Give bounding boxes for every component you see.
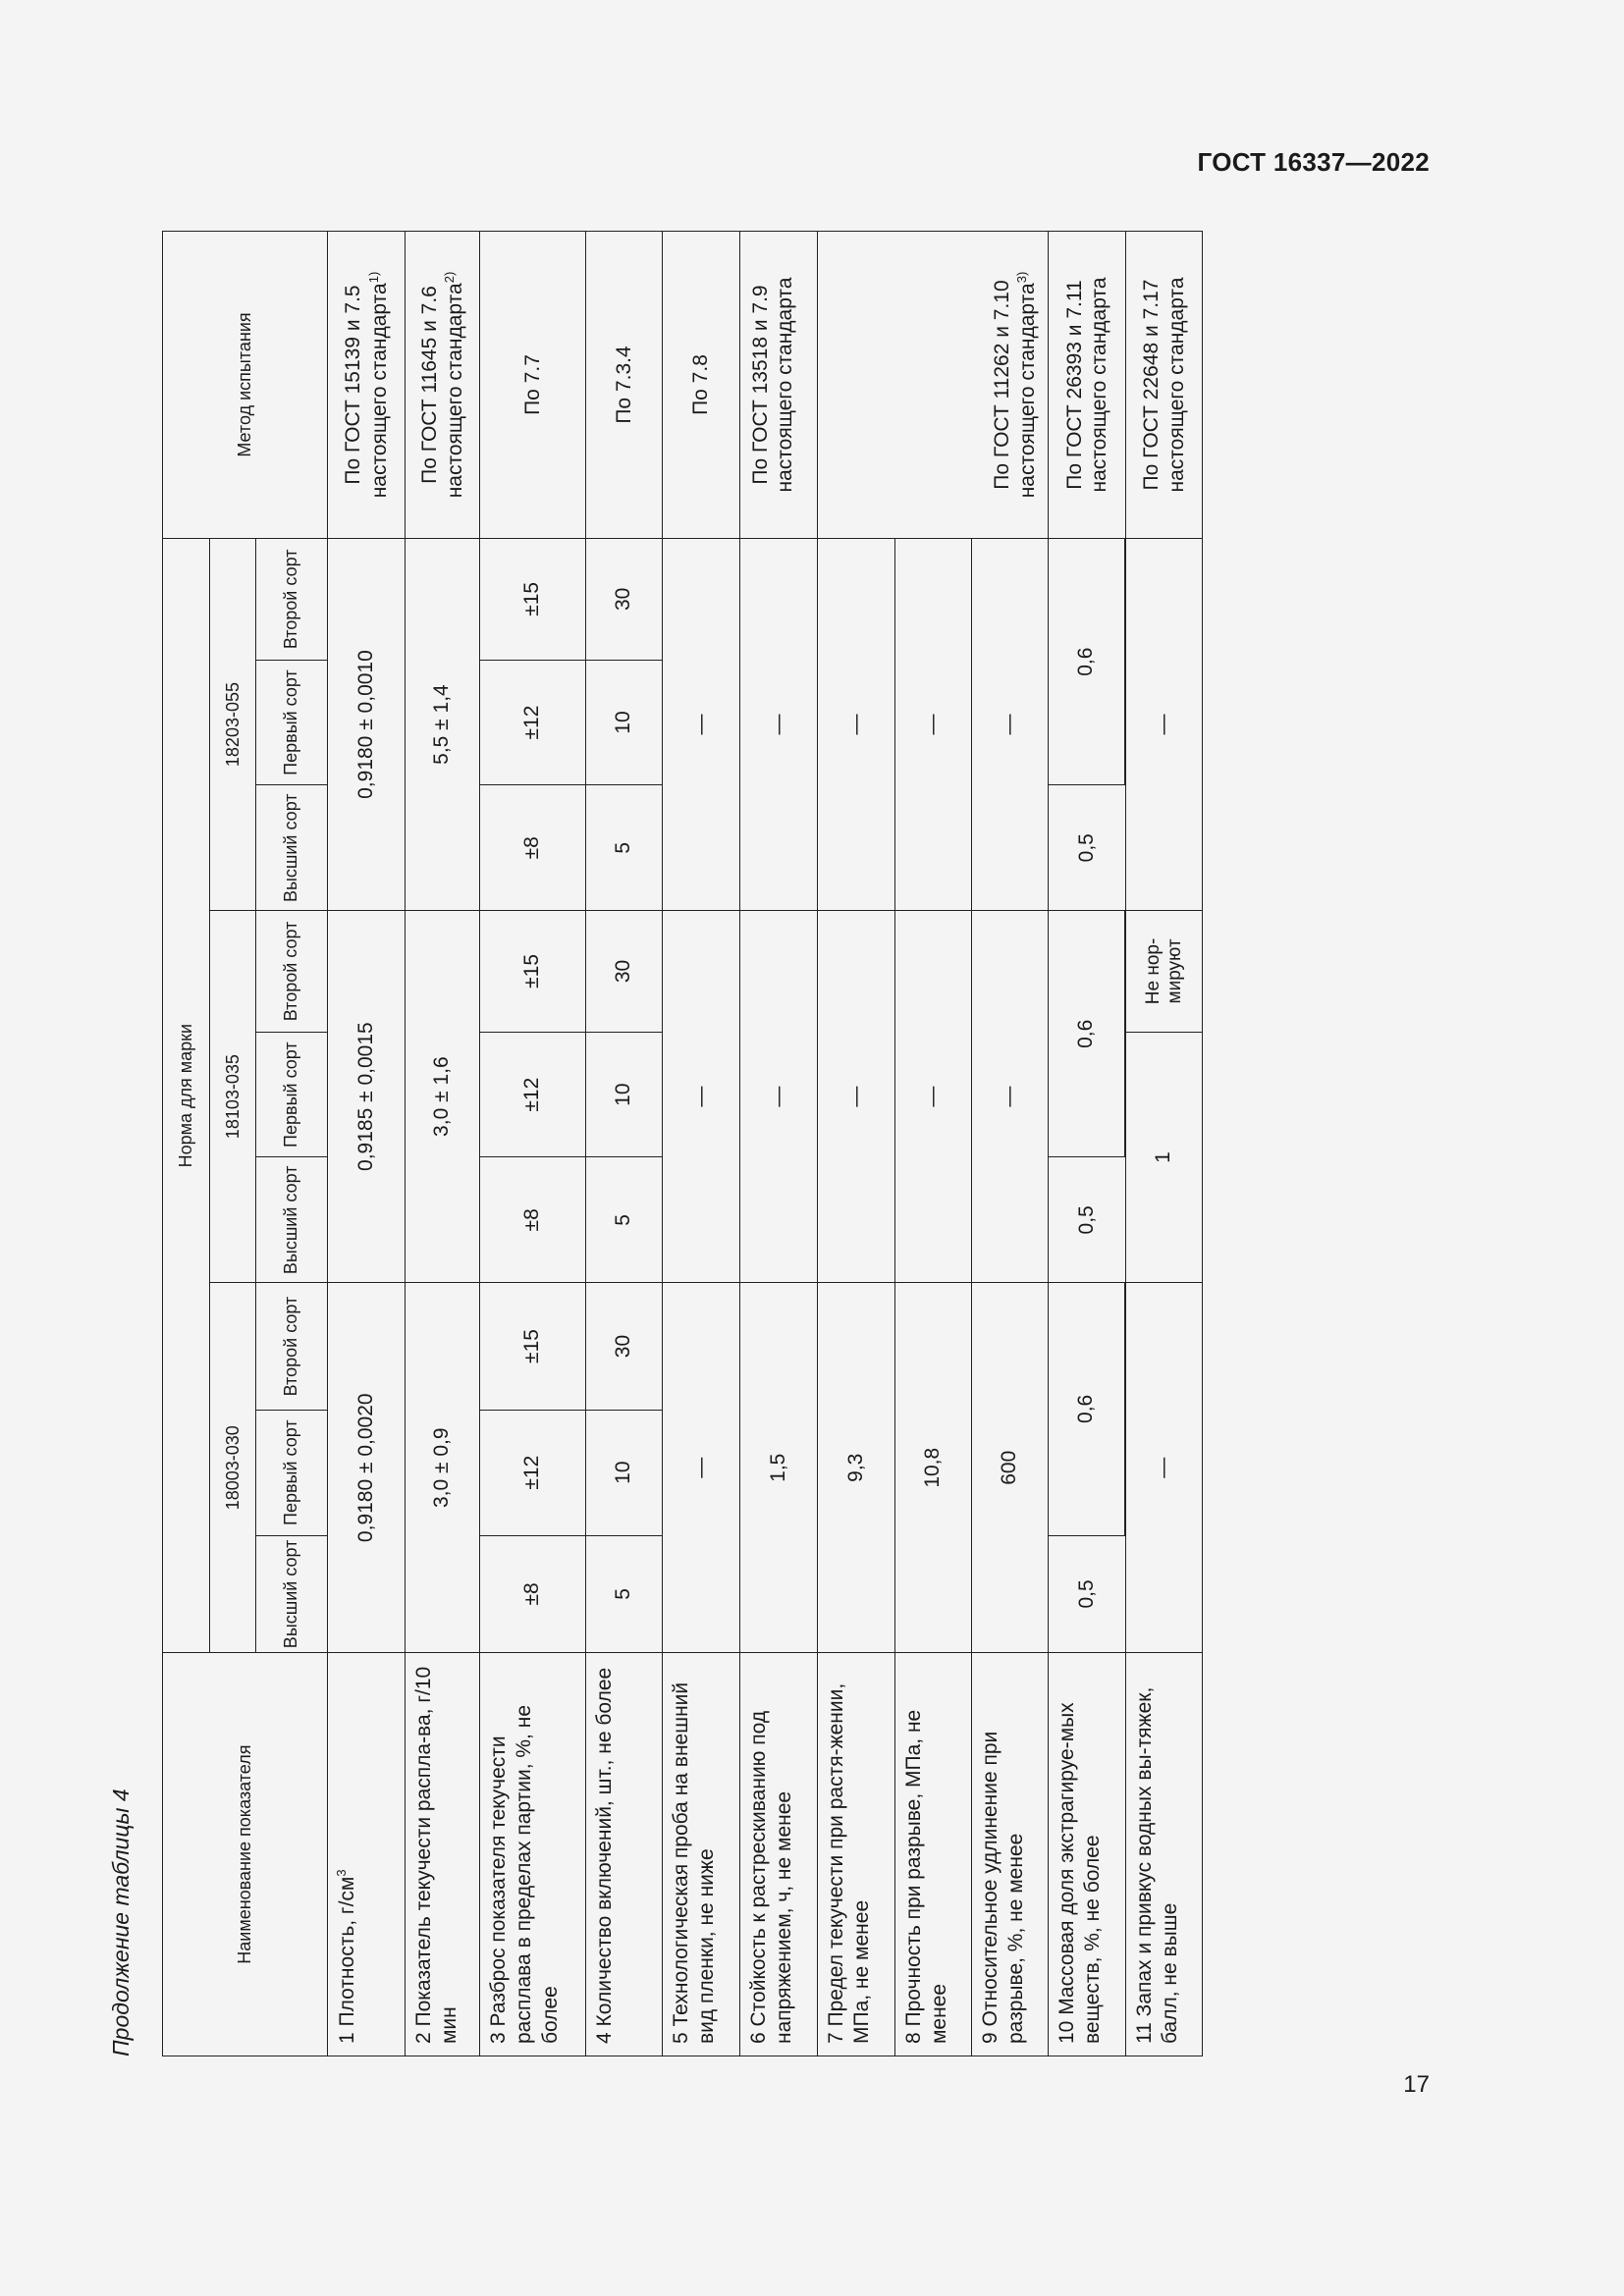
indicator-text: 1 Плотность, г/см (336, 1876, 358, 2044)
grade-first: Первый сорт (256, 1032, 328, 1157)
value-cell: — (818, 539, 895, 911)
value-cell: 0,6 (1049, 911, 1125, 1157)
table-row (1049, 232, 1125, 2056)
value-cell: 5,5 ± 1,4 (406, 539, 480, 911)
value-cell: 0,9180 ± 0,0010 (328, 539, 406, 911)
table-row (480, 232, 586, 2056)
table-caption: Продолжение таблицы 4 (108, 1789, 134, 2056)
value-cell: — (895, 911, 972, 1283)
value-cell: 0,5 (1049, 1157, 1126, 1283)
value-cell: — (972, 539, 1049, 911)
value-cell: 30 (586, 911, 663, 1033)
grade-first: Первый сорт (256, 660, 328, 785)
value-cell: 3,0 ± 0,9 (406, 1283, 480, 1653)
table-row (818, 232, 895, 2056)
value-cell: Не нор-мируют (1126, 911, 1203, 1033)
value-cell: ±8 (480, 785, 586, 911)
header-brand-3: 18203-055 (210, 539, 256, 911)
value-cell: ±8 (480, 1535, 586, 1653)
indicator-cell (328, 1653, 406, 2056)
value-cell: 9,3 (818, 1283, 895, 1653)
grade-second: Второй сорт (256, 1283, 328, 1411)
value-cell: 0,5 (1049, 785, 1126, 911)
indicator-cell: 6 Стойкость к растрескиванию под напряжением, ч, не менее (740, 1653, 818, 2056)
value-cell: ±8 (480, 1157, 586, 1283)
header-method: Метод испытания (163, 232, 328, 539)
method-cell: По 7.3.4 (586, 232, 663, 539)
grade-second: Второй сорт (256, 911, 328, 1033)
indicator-cell: 2 Показатель текучести распла-ва, г/10 мин (406, 1653, 480, 2056)
method-cell (818, 232, 1049, 539)
table-row (1126, 232, 1203, 2056)
method-cell: По ГОСТ 13518 и 7.9 настоящего стандарта (740, 232, 818, 539)
header-brand-1: 18003-030 (210, 1283, 256, 1653)
grade-first: Первый сорт (256, 1410, 328, 1535)
indicator-cell: 9 Относительное удлинение при разрыве, %, не менее (972, 1653, 1049, 2056)
value-cell: 30 (586, 539, 663, 661)
value-cell: — (1126, 539, 1203, 911)
method-cell: По 7.8 (663, 232, 740, 539)
superscript: 3 (334, 1869, 349, 1877)
header-row-1 (163, 232, 210, 2056)
footnote-ref: 1) (365, 271, 381, 284)
footnote-ref: 2) (442, 271, 457, 284)
method-text: По ГОСТ 11262 и 7.10 настоящего стандарта (990, 280, 1039, 499)
value-cell: 1,5 (740, 1283, 818, 1653)
indicator-cell: 7 Предел текучести при растя-жении, МПа, не менее (818, 1653, 895, 2056)
value-cell: 0,9180 ± 0,0020 (328, 1283, 406, 1653)
value-cell: 5 (586, 785, 663, 911)
value-cell: 10,8 (895, 1283, 972, 1653)
value-cell: 3,0 ± 1,6 (406, 911, 480, 1283)
value-cell: — (1126, 1283, 1203, 1653)
value-cell: 0,6 (1049, 539, 1125, 785)
value-cell: 10 (586, 1410, 663, 1535)
table-row (740, 232, 818, 2056)
value-cell: — (663, 1283, 740, 1653)
table-row (328, 232, 406, 2056)
indicator-cell: 4 Количество включений, шт., не более (586, 1653, 663, 2056)
value-cell: ±15 (480, 1283, 586, 1411)
value-cell: 0,9185 ± 0,0015 (328, 911, 406, 1283)
method-text: По ГОСТ 11645 и 7.6 настоящего стандарта (417, 283, 466, 499)
table-row (663, 232, 740, 2056)
value-cell: 10 (586, 1032, 663, 1157)
value-cell: — (740, 539, 818, 911)
rotated-table-area (108, 231, 1222, 2194)
method-cell (328, 232, 406, 539)
value-cell: — (972, 911, 1049, 1283)
method-cell: По ГОСТ 22648 и 7.17 настоящего стандарта (1126, 232, 1203, 539)
value-cell: ±15 (480, 539, 586, 661)
value-cell: — (663, 911, 740, 1283)
value-cell: 10 (586, 660, 663, 785)
indicator-cell: 3 Разброс показателя текучести расплава в пределах партии, %, не более (480, 1653, 586, 2056)
value-cell: — (740, 911, 818, 1283)
value-cell: — (663, 539, 740, 911)
value-cell: 1 (1126, 1032, 1203, 1282)
method-text: По ГОСТ 15139 и 7.5 настоящего стандарта (342, 283, 391, 499)
document-code: ГОСТ 16337—2022 (1197, 147, 1430, 177)
value-cell: 600 (972, 1283, 1049, 1653)
method-cell: По 7.7 (480, 232, 586, 539)
indicator-cell: 5 Технологическая проба на внешний вид пленки, не ниже (663, 1653, 740, 2056)
page-number: 17 (1403, 2071, 1430, 2098)
header-indicator: Наименование показателя (163, 1653, 328, 2056)
header-norm: Норма для марки (163, 539, 210, 1653)
indicator-cell: 11 Запах и привкус водных вы-тяжек, балл, не выше (1126, 1653, 1203, 2056)
value-cell: ±12 (480, 660, 586, 785)
table-row (586, 232, 663, 2056)
value-cell: ±15 (480, 911, 586, 1033)
grade-second: Второй сорт (256, 539, 328, 661)
table-row (406, 232, 480, 2056)
value-cell: 5 (586, 1157, 663, 1283)
value-cell: — (818, 911, 895, 1283)
grade-highest: Высший сорт (256, 785, 328, 911)
indicator-cell: 8 Прочность при разрыве, МПа, не менее (895, 1653, 972, 2056)
specification-table (162, 231, 1203, 2056)
value-cell: ±12 (480, 1410, 586, 1535)
header-brand-2: 18103-035 (210, 911, 256, 1283)
method-cell: По ГОСТ 26393 и 7.11 настоящего стандарта (1049, 232, 1126, 539)
value-cell: 0,6 (1049, 1283, 1125, 1535)
grade-highest: Высший сорт (256, 1157, 328, 1283)
value-cell: — (895, 539, 972, 911)
value-cell: 0,5 (1049, 1535, 1126, 1653)
indicator-cell: 10 Массовая доля экстрагируе-мых веществ, %, не более (1049, 1653, 1126, 2056)
value-cell: 5 (586, 1535, 663, 1653)
value-cell: 30 (586, 1283, 663, 1411)
footnote-ref: 3) (1013, 271, 1029, 284)
value-cell: ±12 (480, 1032, 586, 1157)
grade-highest: Высший сорт (256, 1535, 328, 1653)
method-cell (406, 232, 480, 539)
